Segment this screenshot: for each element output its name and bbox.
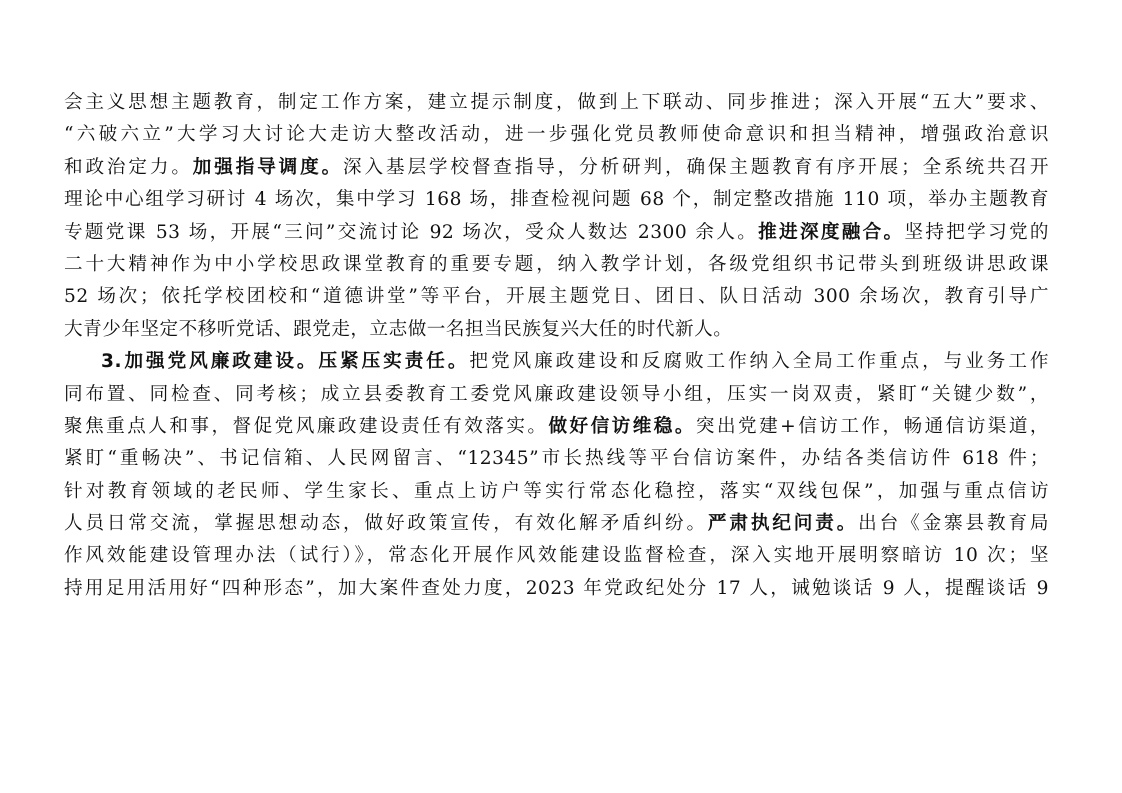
text-line: 会主义思想主题教育，制定工作方案，建立提示制度，做到上下联动、同步推进；深入开展“五大”要求、 xyxy=(64,92,1049,113)
text-line xyxy=(64,346,1049,378)
bold-heading: 推进深度融合。 xyxy=(758,221,905,243)
text-run: 深入基层学校督查指导，分析研判，确保主题教育有序开展；全系统共召开 xyxy=(343,156,1049,178)
text-run: 专题党课 53 场，开展“三问”交流讨论 92 场次，受众人数达 2300 余人。 xyxy=(64,221,759,243)
text-line xyxy=(64,217,1049,249)
text-run: 把党风廉政建设和反腐败工作纳入全局工作重点，与业务工作 xyxy=(469,351,1049,373)
text-run: 人员日常交流，掌握思想动态，做好政策宣传，有效化解矛盾纠纷。 xyxy=(64,513,708,535)
text-line: 同布置、同检查、同考核；成立县委教育工委党风廉政建设领导小组，压实一岗双责，紧盯“关键少数”， xyxy=(64,383,1049,405)
bold-heading: 加强指导调度。 xyxy=(192,156,344,178)
text-line: 理论中心组学习研讨 4 场次，集中学习 168 场，排查检视问题 68 个，制定整改措施 110 项，举办主题教育 xyxy=(64,189,1049,211)
text-line: 52 场次；依托学校团校和“道德讲堂”等平台，开展主题党日、团日、队日活动 300 余场次，教育引导广 xyxy=(64,286,1049,308)
text-line: 持用足用活用好“四种形态”，加大案件查处力度，2023 年党政纪处分 17 人，诫勉谈话 9 人，提醒谈话 9 xyxy=(64,577,1049,599)
text-line: 大青少年坚定不移听党话、跟党走，立志做一名担当民族复兴大任的时代新人。 xyxy=(64,318,733,340)
bold-heading: 做好信访维稳。 xyxy=(548,415,696,437)
text-line xyxy=(64,152,1049,184)
section-heading: 3.加强党风廉政建设。压紧压实责任。 xyxy=(101,351,470,373)
text-run: 突出党建+信访工作，畅通信访渠道， xyxy=(695,415,1049,437)
paragraph-2 xyxy=(64,346,1049,605)
text-line xyxy=(64,411,1049,443)
text-line xyxy=(64,508,1049,540)
document-page xyxy=(64,87,1049,605)
text-line: 针对教育领域的老民师、学生家长、重点上访户等实行常态化稳控，落实“双线包保”，加强与重点信访 xyxy=(64,480,1049,502)
text-run: 出台《金寨县教育局 xyxy=(858,513,1049,535)
text-line: 紧盯“重畅决”、书记信箱、人民网留言、“12345”市长热线等平台信访案件，办结各类信访件 618 件； xyxy=(64,448,1049,470)
text-run: 和政治定力。 xyxy=(64,156,193,178)
text-line: 作风效能建设管理办法（试行）》，常态化开展作风效能建设监督检查，深入实地开展明察暗访 10 次；坚 xyxy=(64,545,1049,567)
bold-heading: 严肃执纪问责。 xyxy=(707,513,859,535)
paragraph-1 xyxy=(64,87,1049,346)
text-run: 聚焦重点人和事，督促党风廉政建设责任有效落实。 xyxy=(64,415,549,437)
text-line: “六破六立”大学习大讨论大走访大整改活动，进一步强化党员教师使命意识和担当精神，增强政治意识 xyxy=(64,124,1049,146)
text-run: 坚持把学习党的 xyxy=(904,221,1049,243)
text-line: 二十大精神作为中小学校思政课堂教育的重要专题，纳入教学计划，各级党组织书记带头到班级讲思政课 xyxy=(64,253,1049,275)
